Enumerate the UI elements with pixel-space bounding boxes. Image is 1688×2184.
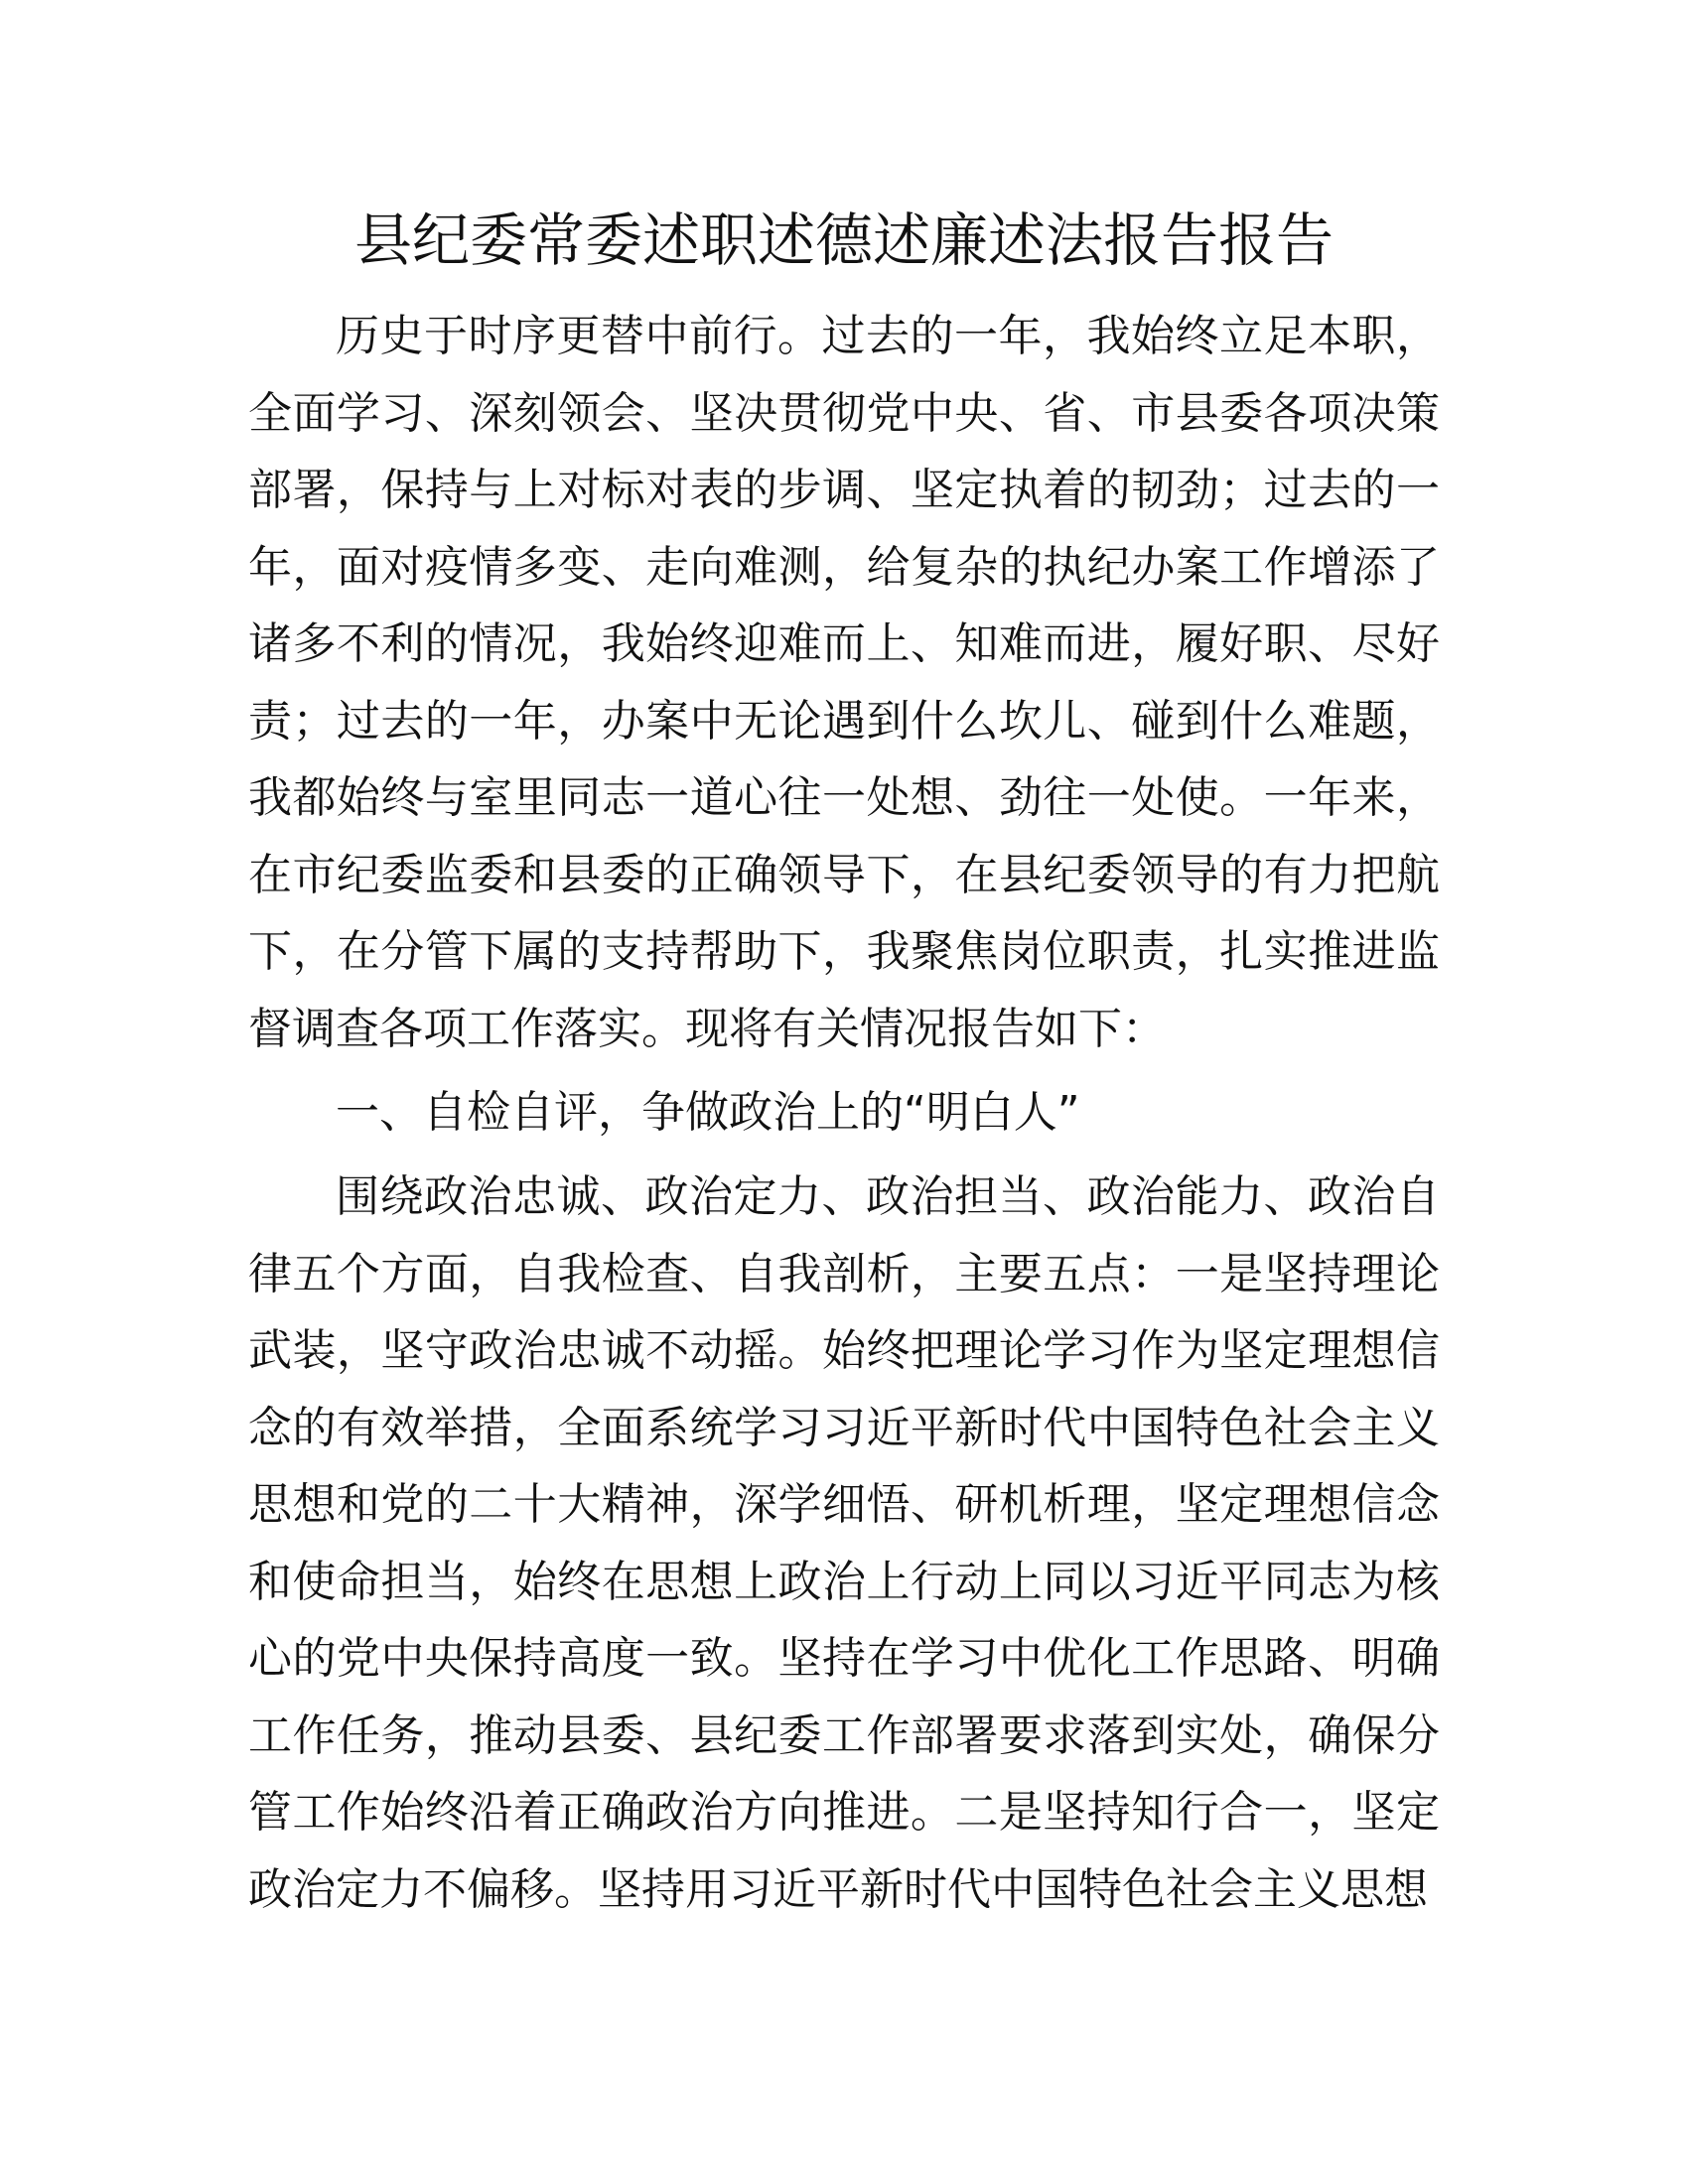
- document-title: 县纪委常委述职述德述廉述法报告报告: [353, 206, 1334, 274]
- section-heading-1: 一、自检自评，争做政治上的“明白人”: [336, 1087, 1080, 1138]
- document-body: [248, 298, 1440, 1928]
- paragraph-intro: 历史于时序更替中前行。过去的一年，我始终立足本职，全面学习、深刻领会、坚决贯彻党中央、省、市县委各项决策部署，保持与上对标对表的步调、坚定执着的韧劲；过去的一年，面对疫情多变、走向难测，给复杂的执纪办案工作增添了诸多不利的情况，我始终迎难而上、知难而进，履好职、尽好责；过去的一年，办案中无论遇到什么坎儿、碰到什么难题，我都始终与室里同志一道心往一处想、劲往一处使。一年来，在市纪委监委和县委的正确领导下，在县纪委领导的有力把航下，在分管下属的支持帮助下，我聚焦岗位职责，扎实推进监督调查各项工作落实。现将有关情况报告如下：: [248, 311, 1440, 1054]
- paragraph-section-1: 围绕政治忠诚、政治定力、政治担当、政治能力、政治自律五个方面，自我检查、自我剖析，主要五点：一是坚持理论武装，坚守政治忠诚不动摇。始终把理论学习作为坚定理想信念的有效举措，全面系统学习习近平新时代中国特色社会主义思想和党的二十大精神，深学细悟、研机析理，坚定理想信念和使命担当，始终在思想上政治上行动上同以习近平同志为核心的党中央保持高度一致。坚持在学习中优化工作思路、明确工作任务，推动县委、县纪委工作部署要求落到实处，确保分管工作始终沿着正确政治方向推进。二是坚持知行合一，坚定政治定力不偏移。坚持用习近平新时代中国特色社会主义思想: [248, 1171, 1440, 1915]
